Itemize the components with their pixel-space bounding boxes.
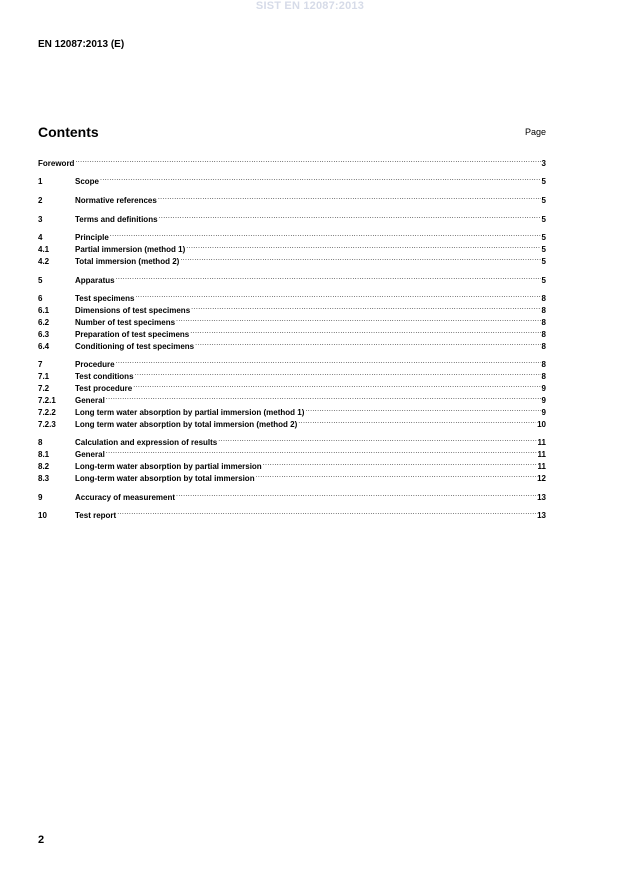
toc-entry-title: Test report (75, 511, 117, 521)
toc-dot-leader (256, 469, 537, 481)
toc-entry-number: 6.3 (38, 329, 50, 339)
toc-entry-number: 4.1 (38, 245, 50, 255)
toc-entry-page: 11 (537, 450, 546, 460)
toc-entry-number: 8.1 (38, 450, 50, 460)
toc-entry-page: 5 (541, 177, 546, 187)
toc-entry[interactable] (38, 191, 546, 206)
toc-entry-number: 6.1 (38, 306, 50, 316)
toc-entry-title: Conditioning of test specimens (75, 341, 195, 351)
toc-entry-title: Scope (75, 177, 100, 187)
toc-dot-leader (190, 325, 540, 337)
toc-entry-title: Test procedure (75, 384, 133, 394)
toc-dot-leader (298, 415, 536, 427)
toc-entry-page: 8 (541, 329, 546, 339)
toc-entry[interactable] (38, 271, 546, 283)
toc-entry-page: 5 (541, 233, 546, 243)
page-column-label: Page (524, 127, 546, 137)
toc-entry-title: Procedure (75, 360, 115, 370)
toc-dot-leader (180, 252, 540, 264)
toc-entry-page: 5 (541, 196, 546, 206)
toc-entry[interactable] (38, 433, 546, 448)
toc-entry-title: Apparatus (75, 275, 115, 285)
toc-entry-number: 7.1 (38, 372, 50, 382)
toc-entry-page: 13 (537, 492, 546, 502)
toc-dot-leader (110, 228, 541, 240)
toc-entry-title: Normative references (75, 196, 157, 206)
toc-entry-page: 9 (541, 407, 546, 417)
toc-entry-number: 4.2 (38, 256, 50, 266)
toc-entry-page: 11 (537, 438, 546, 448)
toc-entry[interactable] (38, 154, 546, 166)
toc-dot-leader (117, 506, 536, 518)
toc-entry-title: Preparation of test specimens (75, 329, 190, 339)
toc-entry[interactable] (38, 228, 546, 243)
toc-entry[interactable] (38, 506, 546, 521)
toc-entry-title: Number of test specimens (75, 317, 176, 327)
document-id: EN 12087:2013 (E) (38, 39, 125, 50)
toc-dot-leader (191, 301, 540, 313)
toc-dot-leader (116, 271, 541, 283)
toc-entry-title: Total immersion (method 2) (75, 256, 180, 266)
toc-entry-page: 8 (541, 360, 546, 370)
toc-entry-number: 10 (38, 511, 47, 521)
toc-entry-title: Test specimens (75, 294, 135, 304)
toc-dot-leader (159, 210, 541, 222)
toc-entry-title: Long-term water absorption by partial immersion (75, 462, 262, 472)
toc-dot-leader (100, 173, 541, 185)
toc-entry-page: 10 (537, 419, 546, 429)
toc-entry-title: Dimensions of test specimens (75, 306, 191, 316)
toc-entry-title: Long term water absorption by total immersion (method 2) (75, 419, 298, 429)
toc-entry-number: 4 (38, 233, 43, 243)
toc-entry[interactable] (38, 240, 546, 255)
contents-title: Contents (38, 124, 99, 140)
toc-dot-leader (263, 457, 537, 469)
toc-entry-number: 6.4 (38, 341, 50, 351)
toc-entry-page: 9 (541, 395, 546, 405)
toc-entry-number: 7.2.3 (38, 419, 56, 429)
toc-entry-title: Long term water absorption by partial immersion (method 1) (75, 407, 305, 417)
toc-entry-page: 12 (537, 473, 546, 483)
toc-dot-leader (133, 379, 540, 391)
toc-entry-page: 5 (541, 214, 546, 224)
toc-entry-title: Long-term water absorption by total immersion (75, 473, 255, 483)
toc-entry-number: 9 (38, 492, 43, 502)
toc-entry-number: 3 (38, 214, 43, 224)
toc-entry-title: General (75, 395, 105, 405)
toc-dot-leader (116, 355, 541, 367)
toc-entry-number: 7.2.1 (38, 395, 56, 405)
toc-entry-page: 13 (537, 511, 546, 521)
toc-entry[interactable] (38, 173, 546, 185)
toc-entry-page: 5 (541, 275, 546, 285)
toc-entry-page: 8 (541, 294, 546, 304)
toc-dot-leader (186, 240, 540, 252)
toc-entry-number: 1 (38, 177, 43, 187)
toc-dot-leader (106, 445, 537, 457)
toc-entry-page: 9 (541, 384, 546, 394)
toc-dot-leader (218, 433, 536, 445)
toc-dot-leader (135, 289, 540, 301)
toc-entry[interactable] (38, 210, 546, 222)
toc-entry-page: 11 (537, 462, 546, 472)
toc-entry-number: 7 (38, 360, 43, 370)
toc-entry[interactable] (38, 289, 546, 304)
toc-entry-title: Accuracy of measurement (75, 492, 176, 502)
toc-entry-page: 5 (541, 256, 546, 266)
toc-dot-leader (75, 154, 540, 166)
toc-entry-title: Partial immersion (method 1) (75, 245, 186, 255)
toc-entry-number: 7.2.2 (38, 407, 56, 417)
toc-entry-number: 2 (38, 196, 43, 206)
toc-entry-page: 5 (541, 245, 546, 255)
toc-entry-title: Test conditions (75, 372, 134, 382)
toc-entry-page: 8 (541, 306, 546, 316)
toc-entry-number: 8.3 (38, 473, 50, 483)
toc-dot-leader (135, 367, 541, 379)
page-number: 2 (38, 834, 45, 846)
toc-entry[interactable] (38, 355, 546, 370)
toc-entry[interactable] (38, 488, 546, 500)
toc-entry-number: 6.2 (38, 317, 50, 327)
toc-dot-leader (106, 391, 541, 403)
toc-entry[interactable] (38, 445, 546, 460)
toc-entry-page: 3 (541, 158, 546, 168)
watermark: SIST EN 12087:2013 (255, 0, 365, 12)
toc-dot-leader (176, 313, 541, 325)
toc-dot-leader (158, 191, 541, 203)
toc-dot-leader (176, 488, 536, 500)
toc-entry-number: 8.2 (38, 462, 50, 472)
toc-entry-number: 7.2 (38, 384, 50, 394)
toc-entry-title: Foreword (38, 158, 75, 168)
toc-dot-leader (195, 337, 540, 349)
toc-entry-title: Principle (75, 233, 109, 243)
toc-entry-number: 6 (38, 294, 43, 304)
toc-entry[interactable] (38, 457, 546, 472)
toc-entry[interactable] (38, 403, 546, 415)
toc-entry-number: 8 (38, 438, 43, 448)
table-of-contents (38, 154, 546, 521)
toc-entry-page: 8 (541, 372, 546, 382)
toc-entry-page: 8 (541, 317, 546, 327)
toc-entry-title: General (75, 450, 105, 460)
toc-dot-leader (305, 403, 540, 415)
toc-entry[interactable] (38, 391, 546, 403)
toc-entry-title: Calculation and expression of results (75, 438, 218, 448)
toc-entry-title: Terms and definitions (75, 214, 158, 224)
toc-entry-page: 8 (541, 341, 546, 351)
toc-entry-number: 5 (38, 275, 43, 285)
